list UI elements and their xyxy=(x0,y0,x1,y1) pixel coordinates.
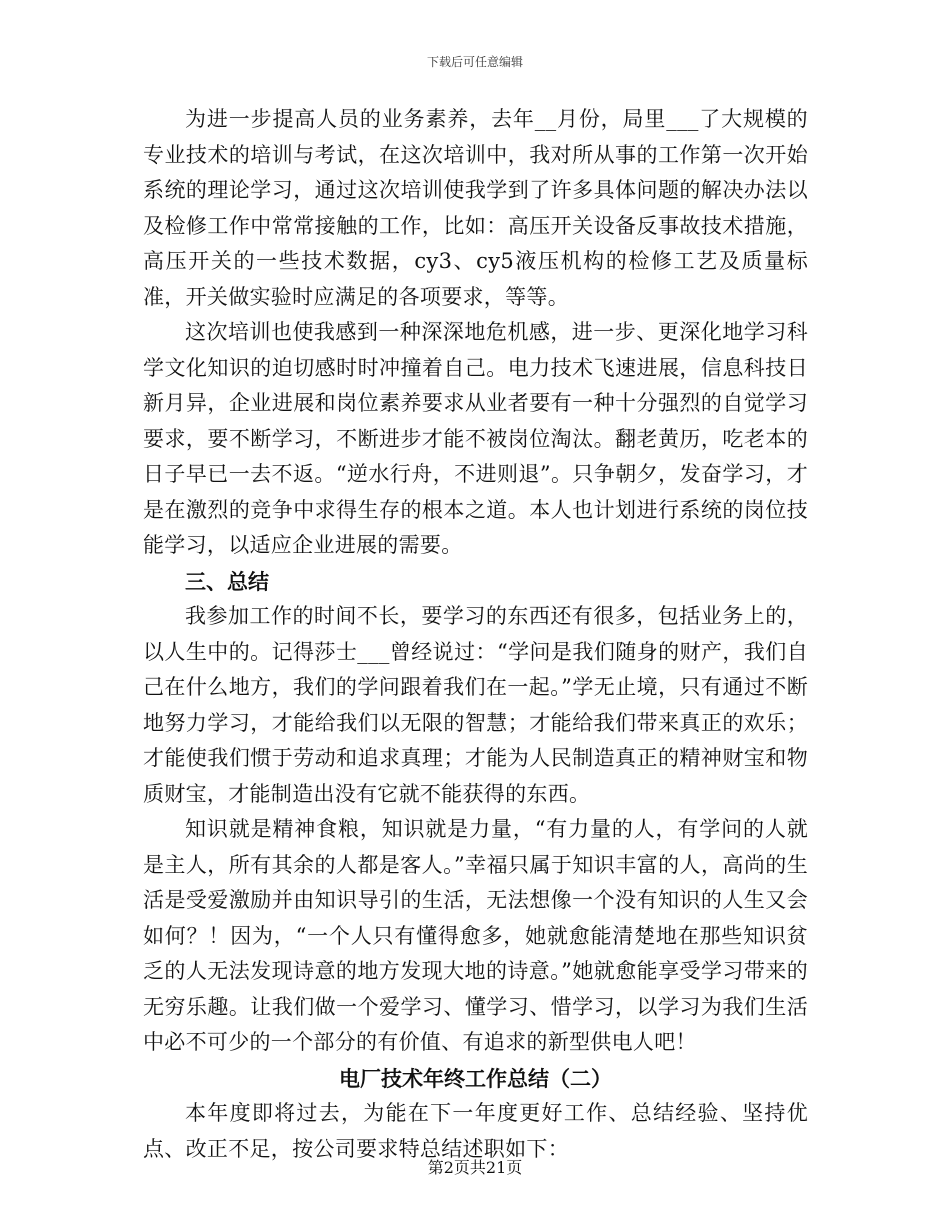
paragraph-learning: 我参加工作的时间不长，要学习的东西还有很多，包括业务上的，以人生中的。记得莎士___曾经说过：“学问是我们随身的财产，我们自己在什么地方，我们的学问跟着我们在一起。”学无止境，只有通过不断地努力学习，才能给我们以无限的智慧；才能给我们带来真正的欢乐；才能使我们惯于劳动和追求真理；才能为人民制造真正的精神财宝和物质财宝，才能制造出没有它就不能获得的东西。 xyxy=(143,604,808,806)
document-title-part-two: 电厂技术年终工作总结（二） xyxy=(339,1065,612,1091)
document-body xyxy=(143,102,808,1167)
paragraph-knowledge: 知识就是精神食粮，知识就是力量，“有力量的人，有学问的人就是主人，所有其余的人都是客人。”幸福只属于知识丰富的人，高尚的生活是受爱激励并由知识导引的生活，无法想像一个没有知识的人生又会如何？！因为，“一个人只有懂得愈多，她就愈能清楚地在那些知识贫乏的人无法发现诗意的地方发现大地的诗意。”她就愈能享受学习带来的无穷乐趣。让我们做一个爱学习、懂学习、惜学习，以学习为我们生活中必不可少的一个部分的有价值、有追求的新型供电人吧！ xyxy=(143,817,808,1054)
section-heading-summary: 三、总结 xyxy=(185,568,269,594)
paragraph-crisis: 这次培训也使我感到一种深深地危机感，进一步、更深化地学习科学文化知识的迫切感时时冲撞着自己。电力技术飞速进展，信息科技日新月异，企业进展和岗位素养要求从业者要有一种十分强烈的自觉学习要求，要不断学习，不断进步才能不被岗位淘汰。翻老黄历，吃老本的日子早已一去不返。“逆水行舟，不进则退”。只争朝夕，发奋学习，才是在激烈的竞争中求得生存的根本之道。本人也计划进行系统的岗位技能学习，以适应企业进展的需要。 xyxy=(143,320,808,557)
page-footer: 第2页共21页 xyxy=(427,1158,523,1177)
page-header: 下载后可任意编辑 xyxy=(426,55,523,69)
paragraph-training: 为进一步提高人员的业务素养，去年__月份，局里___了大规模的专业技术的培训与考试，在这次培训中，我对所从事的工作第一次开始系统的理论学习，通过这次培训使我学到了许多具体问题的解决办法以及检修工作中常常接触的工作，比如：高压开关设备反事故技术措施，高压开关的一些技术数据，cy3、cy5液压机构的检修工艺及质量标准，开关做实验时应满足的各项要求，等等。 xyxy=(143,107,808,309)
paragraph-intro: 本年度即将过去，为能在下一年度更好工作、总结经验、坚持优点、改正不足，按公司要求特总结述职如下： xyxy=(143,1101,808,1161)
